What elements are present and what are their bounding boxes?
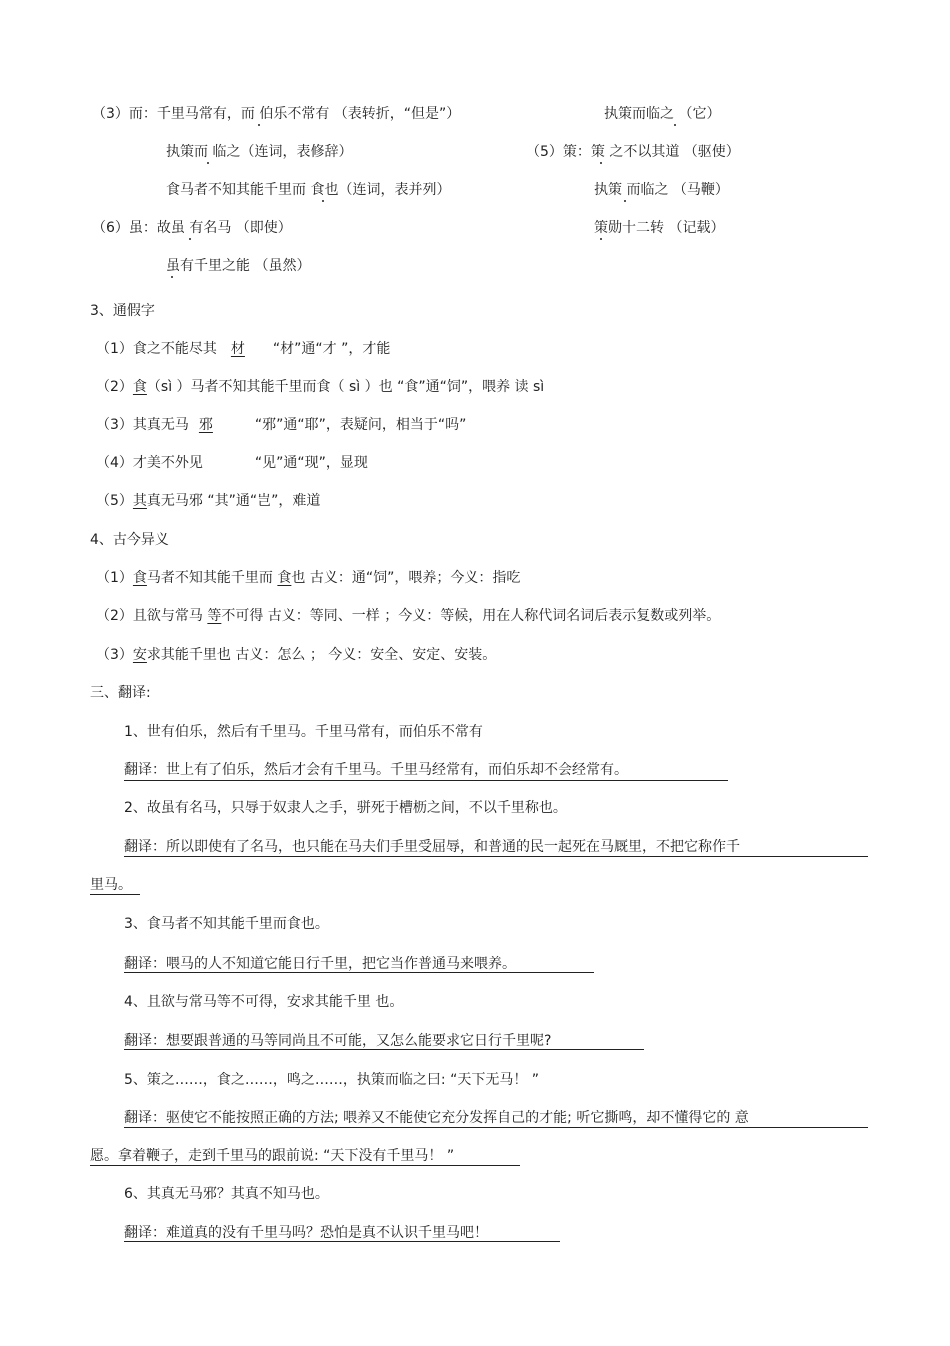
gujin-item-3: （3）安求其能千里也 古义：怎么 ； 今义：安全、安定、安装。 — [96, 647, 497, 663]
gujin-char: 安 — [132, 647, 147, 663]
answer-underline — [90, 894, 140, 895]
answer-underline — [124, 856, 868, 857]
gujin-char: 等 — [207, 608, 222, 624]
gujin-heading: 4、古今异义 — [90, 532, 169, 548]
answer-underline — [90, 1165, 520, 1166]
answer-underline — [124, 972, 594, 973]
translation-5b: 愿。拿着鞭子，走到千里马的跟前说: “天下没有千里马！ ” — [90, 1148, 455, 1164]
question-4: 4、且欲与常马等不可得，安求其能千里 也。 — [124, 994, 404, 1010]
emphasis-dot — [258, 124, 260, 126]
sui-line-1: （6）虽：故虽 有名马 （即使） — [92, 220, 292, 236]
tongjia-char: 材 — [230, 341, 245, 357]
question-6: 6、其真无马邪？其真不知马也。 — [124, 1186, 329, 1202]
tongjia-item-5: （5）其真无马邪 “其”通“岂”，难道 — [96, 493, 321, 509]
ce-line-1: （5）策：策 之不以其道 （驱使） — [526, 144, 740, 160]
tongjia-item-1: （1）食之不能尽其 材 “材”通“才 ”，才能 — [96, 341, 391, 357]
tongjia-item-4: （4）才美不外见 “见”通“现”，显现 — [96, 455, 368, 471]
emphasis-dot — [207, 162, 209, 164]
translation-3: 翻译：喂马的人不知道它能日行千里，把它当作普通马来喂养。 — [124, 956, 516, 972]
translation-5a: 翻译：驱使它不能按照正确的方法; 喂养又不能使它充分发挥自己的才能; 听它撕鸣，却不懂得它的 意 — [124, 1110, 749, 1126]
question-2: 2、故虽有名马，只辱于奴隶人之手，骈死于槽枥之间，不以千里称也。 — [124, 800, 567, 816]
ce-line-2: 执策 而临之 （马鞭） — [594, 182, 729, 198]
answer-underline — [124, 1049, 644, 1050]
question-1: 1、世有伯乐，然后有千里马。千里马常有，而伯乐不常有 — [124, 724, 483, 740]
tongjia-item-2: （2）食（sì ）马者不知其能千里而食（ sì ）也 “食”通“饲”，喂养 读 sì — [96, 379, 545, 395]
tongjia-char: 邪 — [198, 417, 213, 433]
emphasis-dot — [171, 276, 173, 278]
emphasis-dot — [674, 124, 676, 126]
tongjia-char: 其 — [132, 493, 147, 509]
emphasis-dot — [600, 162, 602, 164]
translation-4: 翻译：想要跟普通的马等同尚且不可能，又怎么能要求它日行千里呢? — [124, 1033, 552, 1049]
tongjia-heading: 3、通假字 — [90, 303, 155, 319]
ce-line-3: 策勋十二转 （记载） — [594, 220, 725, 236]
answer-underline — [124, 1241, 560, 1242]
question-5: 5、策之……，食之……，鸣之……，执策而临之曰: “天下无马！ ” — [124, 1072, 540, 1088]
er-line-3: 食马者不知其能千里而 食也（连词，表并列） — [166, 182, 451, 198]
gujin-item-2: （2）且欲与常马 等不可得 古义：等同、一样 ；今义：等候，用在人称代词名词后表示复数或列举。 — [96, 608, 721, 624]
tongjia-item-3: （3）其真无马 邪 “邪”通“耶”，表疑问，相当于“吗” — [96, 417, 467, 433]
translation-1: 翻译：世上有了伯乐，然后才会有千里马。千里马经常有，而伯乐却不会经常有。 — [124, 762, 628, 778]
translation-2a: 翻译：所以即使有了名马，也只能在马夫们手里受屈辱，和普通的民一起死在马厩里，不把它称作千 — [124, 839, 740, 855]
tongjia-char: 食 — [132, 379, 147, 395]
emphasis-dot — [624, 200, 626, 202]
gujin-char: 食 — [132, 570, 147, 586]
zhi-example: 执策而临之 （它） — [604, 106, 721, 122]
er-line-2: 执策而 临之（连词，表修辞） — [166, 144, 353, 160]
gujin-item-1: （1）食马者不知其能千里而 食也 古义：通“饲”，喂养；今义：指吃 — [96, 570, 521, 586]
translation-6: 翻译：难道真的没有千里马吗？恐怕是真不认识千里马吧！ — [124, 1225, 488, 1241]
sui-line-2: 虽有千里之能 （虽然） — [166, 258, 311, 274]
fanyi-heading: 三、翻译: — [90, 685, 151, 701]
emphasis-dot — [322, 200, 324, 202]
gujin-char: 食 — [277, 570, 292, 586]
emphasis-dot — [189, 238, 191, 240]
question-3: 3、食马者不知其能千里而食也。 — [124, 916, 329, 932]
answer-underline — [124, 780, 728, 781]
translation-2b: 里马。 — [90, 877, 132, 893]
er-line-1: （3）而：千里马常有，而 伯乐不常有 （表转折，“但是”） — [92, 106, 461, 122]
emphasis-dot — [600, 238, 602, 240]
answer-underline — [124, 1127, 868, 1128]
